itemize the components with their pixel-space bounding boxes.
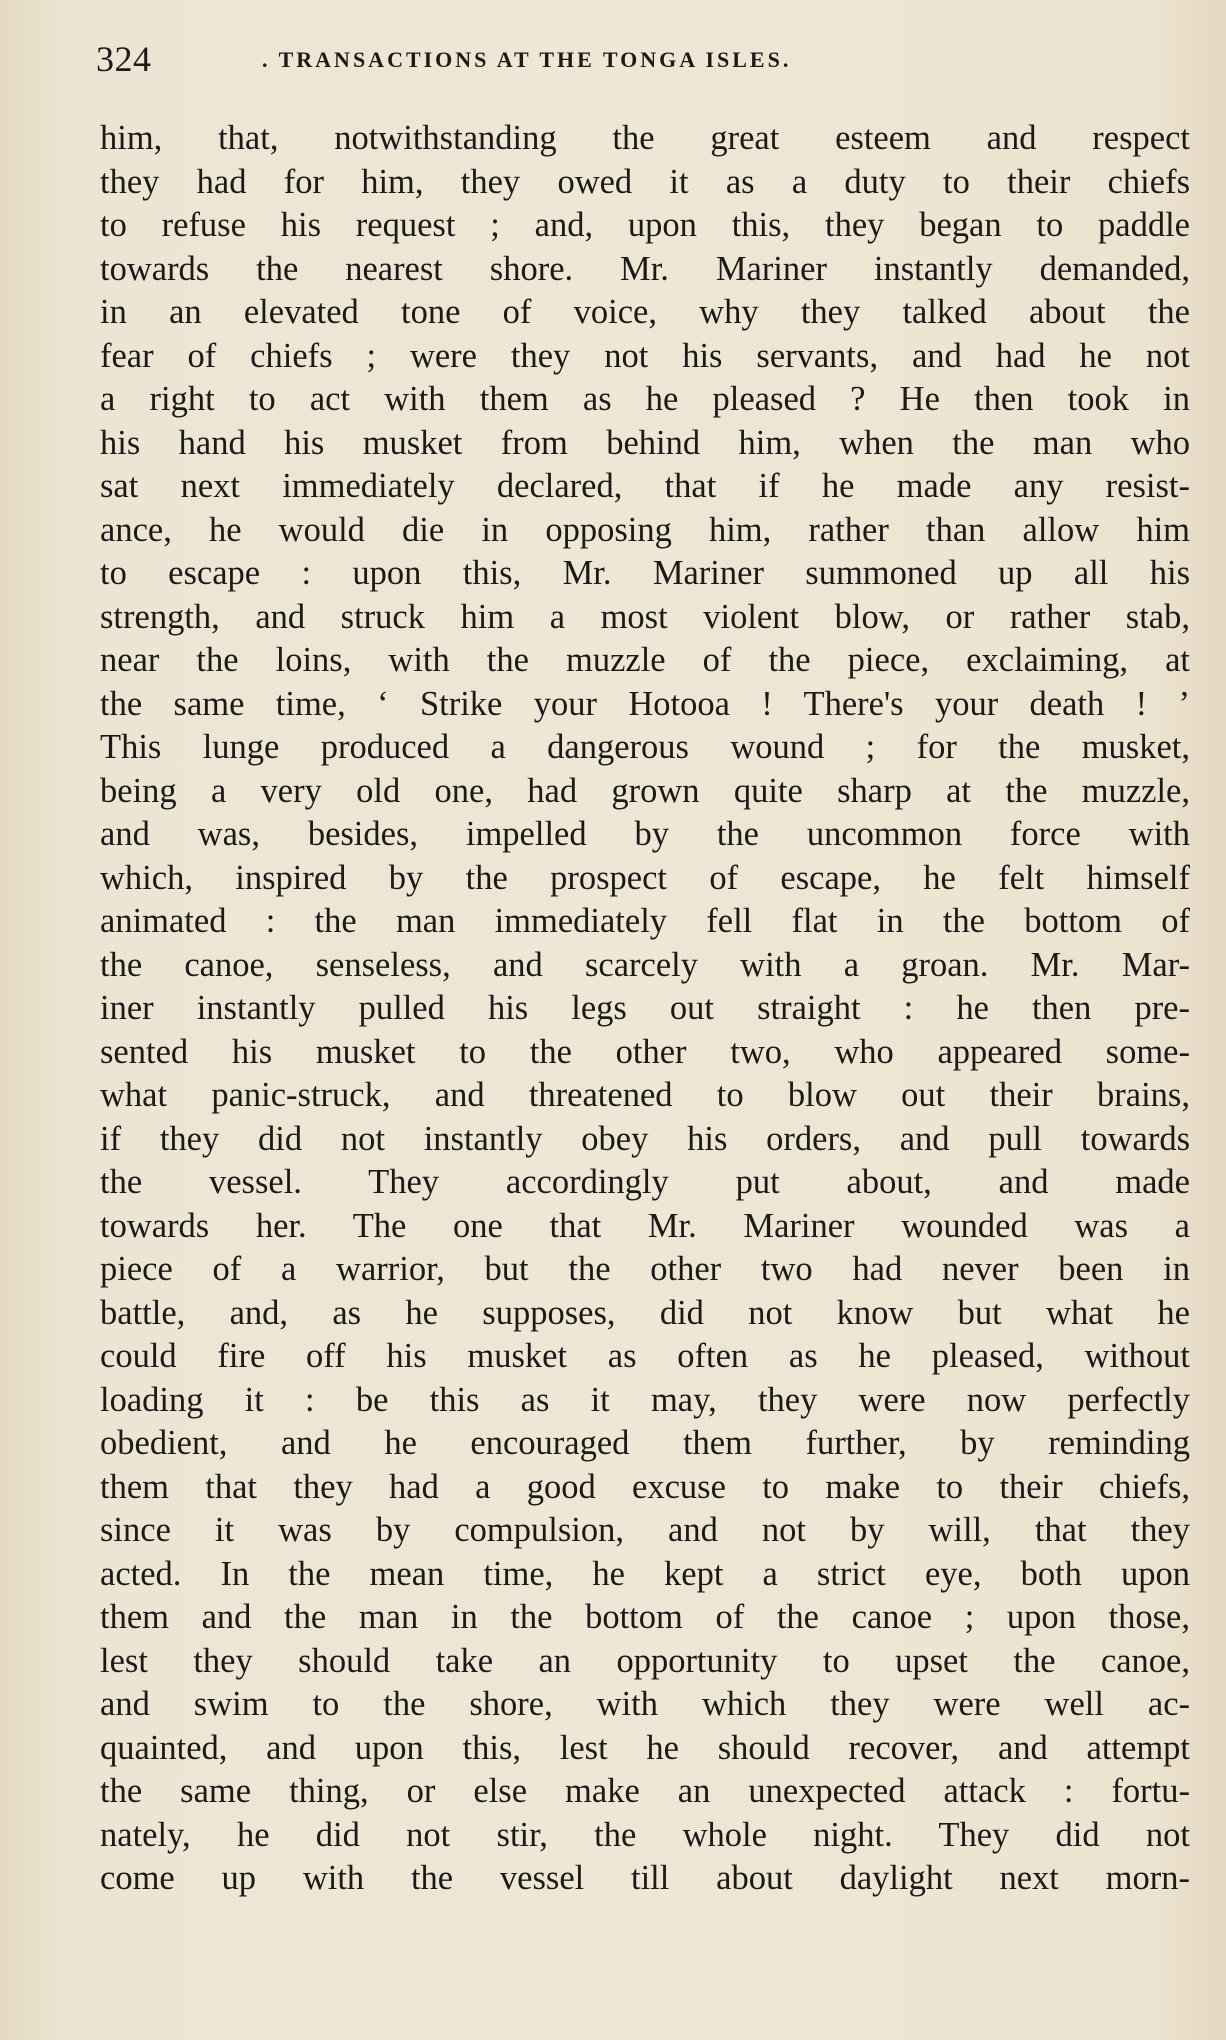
text-line: him, that, notwithstanding the great esteem and respect: [100, 119, 1190, 157]
text-line: to refuse his request ; and, upon this, they began to paddle: [100, 206, 1190, 244]
text-line: piece of a warrior, but the other two had never been in: [100, 1250, 1190, 1288]
text-line: if they did not instantly obey his orders, and pull towards: [100, 1119, 1190, 1158]
text-line: the same thing, or else make an unexpected attack : fortu-: [100, 1772, 1190, 1810]
text-line: a right to act with them as he pleased ? He then took in: [100, 380, 1190, 418]
text-line: fear of chiefs ; were they not his servants, and had he not: [100, 336, 1190, 375]
running-head: [96, 38, 1176, 82]
text-line: lest they should take an opportunity to upset the canoe,: [100, 1641, 1190, 1680]
text-line: This lunge produced a dangerous wound ; for the musket,: [100, 728, 1190, 766]
text-line: towards the nearest shore. Mr. Mariner instantly demanded,: [100, 249, 1190, 288]
text-line: them that they had a good excuse to make to their chiefs,: [100, 1467, 1190, 1506]
page-number: 324: [96, 39, 152, 79]
body-text: [100, 117, 1190, 1901]
text-line: ance, he would die in opposing him, rather than allow him: [100, 510, 1190, 549]
text-line: and swim to the shore, with which they were well ac-: [100, 1685, 1190, 1723]
text-line: them and the man in the bottom of the canoe ; upon those,: [100, 1598, 1190, 1636]
text-line: and was, besides, impelled by the uncommon force with: [100, 815, 1190, 853]
text-line: the same time, ‘ Strike your Hotooa ! There's your death ! ’: [100, 684, 1190, 723]
text-line: strength, and struck him a most violent blow, or rather stab,: [100, 597, 1190, 636]
text-line: the vessel. They accordingly put about, and made: [100, 1163, 1190, 1201]
text-line: sat next immediately declared, that if he made any resist-: [100, 467, 1190, 505]
text-line: the canoe, senseless, and scarcely with a groan. Mr. Mar-: [100, 945, 1190, 984]
text-line: obedient, and he encouraged them further, by reminding: [100, 1424, 1190, 1462]
text-line: in an elevated tone of voice, why they talked about the: [100, 293, 1190, 331]
running-title: . TRANSACTIONS AT THE TONGA ISLES.: [262, 47, 792, 72]
text-line: iner instantly pulled his legs out straight : he then pre-: [100, 989, 1190, 1027]
text-line: being a very old one, had grown quite sharp at the muzzle,: [100, 771, 1190, 810]
text-line: to escape : upon this, Mr. Mariner summoned up all his: [100, 554, 1190, 592]
text-line: animated : the man immediately fell flat in the bottom of: [100, 902, 1190, 940]
text-line: nately, he did not stir, the whole night. They did not: [100, 1815, 1190, 1854]
text-line: his hand his musket from behind him, when the man who: [100, 423, 1190, 462]
text-line: near the loins, with the muzzle of the piece, exclaiming, at: [100, 641, 1190, 679]
text-line: which, inspired by the prospect of escape, he felt himself: [100, 858, 1190, 897]
text-line: towards her. The one that Mr. Mariner wounded was a: [100, 1206, 1190, 1245]
text-line: battle, and, as he supposes, did not know but what he: [100, 1293, 1190, 1332]
text-line: acted. In the mean time, he kept a strict eye, both upon: [100, 1554, 1190, 1593]
text-line: they had for him, they owed it as a duty to their chiefs: [100, 162, 1190, 201]
text-line: quainted, and upon this, lest he should recover, and attempt: [100, 1728, 1190, 1767]
text-line: could fire off his musket as often as he pleased, without: [100, 1337, 1190, 1375]
text-line: loading it : be this as it may, they were now perfectly: [100, 1380, 1190, 1419]
text-line: sented his musket to the other two, who appeared some-: [100, 1032, 1190, 1071]
text-line: since it was by compulsion, and not by will, that they: [100, 1511, 1190, 1549]
text-line: what panic-struck, and threatened to blow out their brains,: [100, 1076, 1190, 1114]
text-line: come up with the vessel till about daylight next morn-: [100, 1859, 1190, 1897]
